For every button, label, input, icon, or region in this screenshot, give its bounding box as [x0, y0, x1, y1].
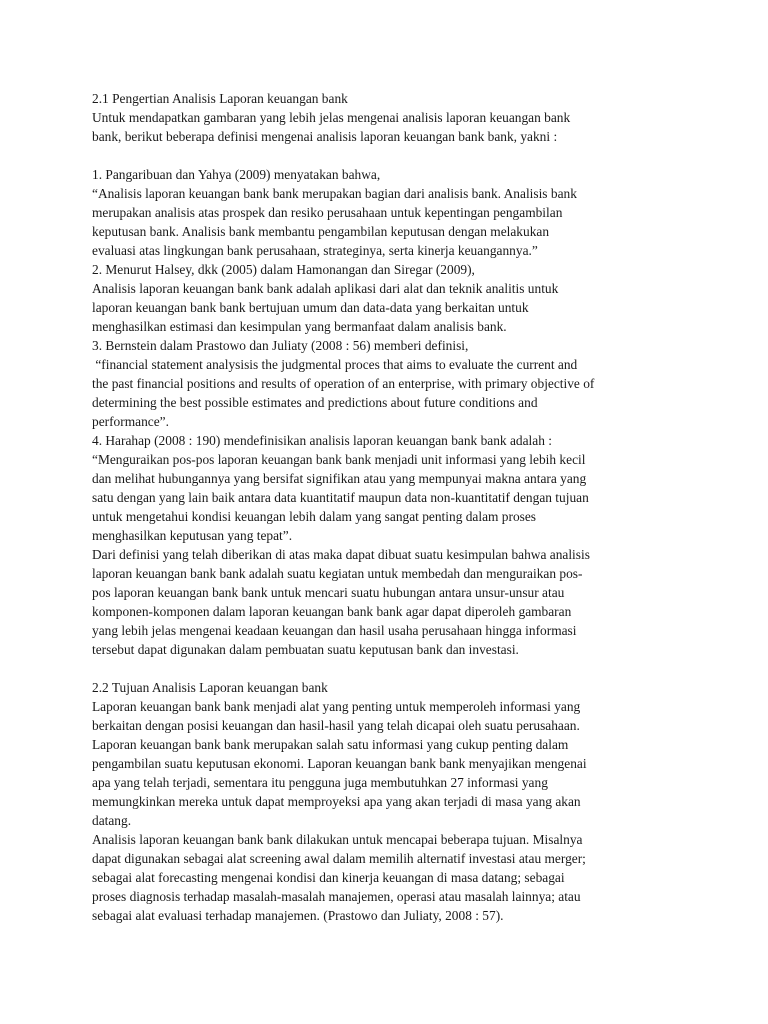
text-line: datang.: [92, 813, 132, 828]
document-page: [92, 89, 712, 925]
section-heading: 2.2 Tujuan Analisis Laporan keuangan bank: [92, 680, 328, 695]
text-line: “Menguraikan pos-pos laporan keuangan bank bank menjadi unit informasi yang lebih kecil: [92, 452, 586, 467]
text-line: memungkinkan mereka untuk dapat memproyeksi apa yang akan terjadi di masa yang akan: [92, 794, 581, 809]
text-line: dapat digunakan sebagai alat screening awal dalam memilih alternatif investasi atau merger;: [92, 851, 586, 866]
text-line: bank, berikut beberapa definisi mengenai analisis laporan keuangan bank bank, yakni :: [92, 129, 558, 144]
text-line: determining the best possible estimates and predictions about future conditions and: [92, 395, 538, 410]
section-heading: 2.1 Pengertian Analisis Laporan keuangan bank: [92, 91, 348, 106]
section-tujuan: [92, 678, 712, 925]
text-line: satu dengan yang lain baik antara data kuantitatif maupun data non-kuantitatif dengan tujuan: [92, 490, 589, 505]
text-line: pengambilan suatu keputusan ekonomi. Laporan keuangan bank bank menyajikan mengenai: [92, 756, 587, 771]
text-line: “Analisis laporan keuangan bank bank merupakan bagian dari analisis bank. Analisis bank: [92, 186, 577, 201]
text-line: apa yang telah terjadi, sementara itu pengguna juga membutuhkan 27 informasi yang: [92, 775, 548, 790]
text-line: komponen-komponen dalam laporan keuangan bank bank agar dapat diperoleh gambaran: [92, 604, 572, 619]
section-pengertian: [92, 89, 712, 678]
text-line: Laporan keuangan bank bank menjadi alat yang penting untuk memperoleh informasi yang: [92, 699, 581, 714]
text-line: Analisis laporan keuangan bank bank dilakukan untuk mencapai beberapa tujuan. Misalnya: [92, 832, 583, 847]
text-line: dan melihat hubungannya yang bersifat signifikan atau yang mempunyai makna antara yang: [92, 471, 587, 486]
text-line: laporan keuangan bank bank bertujuan umum dan data-data yang berkaitan untuk: [92, 300, 529, 315]
text-line: evaluasi atas lingkungan bank perusahaan, strateginya, serta kinerja keuangannya.”: [92, 243, 538, 258]
text-line: berkaitan dengan posisi keuangan dan hasil-hasil yang telah dicapai oleh suatu perusahaan.: [92, 718, 580, 733]
text-line: proses diagnosis terhadap masalah-masalah manajemen, operasi atau masalah lainnya; atau: [92, 889, 581, 904]
text-line: Untuk mendapatkan gambaran yang lebih jelas mengenai analisis laporan keuangan bank: [92, 110, 571, 125]
blank-line: [92, 146, 712, 165]
text-line: 1. Pangaribuan dan Yahya (2009) menyatakan bahwa,: [92, 167, 381, 182]
text-line: 4. Harahap (2008 : 190) mendefinisikan analisis laporan keuangan bank bank adalah :: [92, 433, 552, 448]
text-line: 2. Menurut Halsey, dkk (2005) dalam Hamonangan dan Siregar (2009),: [92, 262, 475, 277]
text-line: “financial statement analysisis the judgmental proces that aims to evaluate the current and: [92, 357, 578, 372]
text-line: sebagai alat forecasting mengenai kondisi dan kinerja keuangan di masa datang; sebagai: [92, 870, 565, 885]
text-line: laporan keuangan bank bank adalah suatu kegiatan untuk membedah dan menguraikan pos-: [92, 566, 583, 581]
text-line: Analisis laporan keuangan bank bank adalah aplikasi dari alat dan teknik analitis untuk: [92, 281, 559, 296]
text-line: menghasilkan keputusan yang tepat”.: [92, 528, 293, 543]
text-line: keputusan bank. Analisis bank membantu pengambilan keputusan dengan melakukan: [92, 224, 550, 239]
text-line: pos laporan keuangan bank bank untuk mencari suatu hubungan antara unsur-unsur atau: [92, 585, 565, 600]
text-line: performance”.: [92, 414, 169, 429]
text-line: Laporan keuangan bank bank merupakan salah satu informasi yang cukup penting dalam: [92, 737, 569, 752]
text-line: the past financial positions and results of operation of an enterprise, with primary objective of: [92, 376, 595, 391]
text-line: menghasilkan estimasi dan kesimpulan yang bermanfaat dalam analisis bank.: [92, 319, 507, 334]
text-line: Dari definisi yang telah diberikan di atas maka dapat dibuat suatu kesimpulan bahwa analisis: [92, 547, 590, 562]
text-line: 3. Bernstein dalam Prastowo dan Juliaty (2008 : 56) memberi definisi,: [92, 338, 469, 353]
text-line: tersebut dapat digunakan dalam pembuatan suatu keputusan bank dan investasi.: [92, 642, 519, 657]
blank-line: [92, 659, 712, 678]
text-line: yang lebih jelas mengenai keadaan keuangan dan hasil usaha perusahaan hingga informasi: [92, 623, 577, 638]
text-line: sebagai alat evaluasi terhadap manajemen. (Prastowo dan Juliaty, 2008 : 57).: [92, 908, 504, 923]
text-line: untuk mengetahui kondisi keuangan lebih dalam yang sangat penting dalam proses: [92, 509, 537, 524]
text-line: merupakan analisis atas prospek dan resiko perusahaan untuk kepentingan pengambilan: [92, 205, 563, 220]
